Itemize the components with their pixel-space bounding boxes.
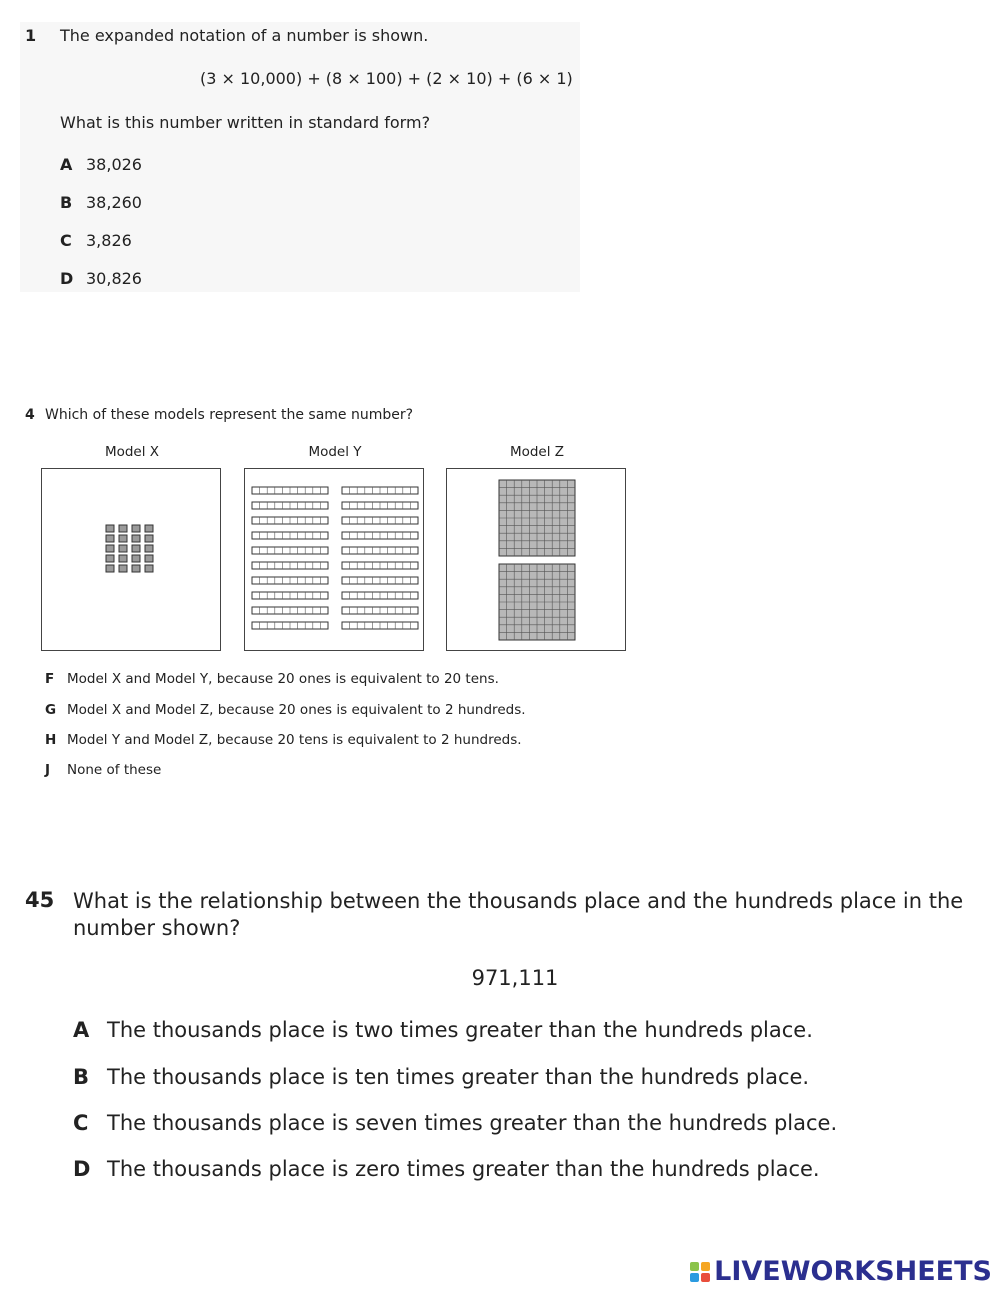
ones-cube [145,565,153,572]
logo-square [690,1262,699,1271]
ones-cube [132,555,140,562]
model-z-label: Model Z [509,444,565,460]
ones-cube [106,535,114,542]
question-4-prompt: Which of these models represent the same number? [45,407,414,423]
option-text: 38,260 [86,193,142,212]
ones-cube [106,525,114,532]
option-text: Model X and Model Y, because 20 ones is equivalent to 20 tens. [67,671,499,687]
ones-cube [132,545,140,552]
model-z-hundreds-flats [447,469,625,650]
ones-cube [119,565,127,572]
question-45-prompt: What is the relationship between the thousands place and the hundreds place in the number shown? [73,889,964,940]
logo-text: LIVEWORKSHEETS [714,1256,992,1287]
ones-cube [119,525,127,532]
option-text: Model Y and Model Z, because 20 tens is equivalent to 2 hundreds. [67,732,522,748]
option-letter: H [45,732,57,748]
logo-square [701,1262,710,1271]
option-text: Model X and Model Z, because 20 ones is equivalent to 2 hundreds. [67,702,526,718]
ones-cube [132,525,140,532]
option-letter: A [73,1018,90,1042]
option-letter: D [60,269,74,288]
option-text: The thousands place is seven times greater than the hundreds place. [107,1111,838,1135]
question-1-prompt: The expanded notation of a number is shown. [60,26,429,45]
ones-cube [145,535,153,542]
option-letter: B [73,1065,90,1089]
question-1-option-d[interactable] [60,269,142,288]
model-y-box [244,468,424,651]
ones-cube [119,545,127,552]
question-45-number-shown: 971,111 [471,966,559,990]
ones-cube [145,545,153,552]
ones-cube [106,565,114,572]
question-45-option-a[interactable] [73,1018,813,1042]
model-x-box [41,468,221,651]
option-letter: B [60,193,73,212]
liveworksheets-logo-icon [690,1262,710,1282]
question-4-option-f[interactable] [45,671,499,687]
option-letter: A [60,155,73,174]
question-1-option-b[interactable] [60,193,142,212]
option-letter: C [60,231,72,250]
question-4-option-h[interactable] [45,732,522,748]
liveworksheets-logo[interactable] [690,1256,992,1287]
question-45-option-d[interactable] [73,1157,820,1181]
ones-cube [119,535,127,542]
option-text: 3,826 [86,231,132,250]
question-45-number: 45 [25,888,55,912]
question-1-option-c[interactable] [60,231,132,250]
ones-cube [119,555,127,562]
option-text: The thousands place is ten times greater than the hundreds place. [107,1065,810,1089]
logo-square [690,1273,699,1282]
option-text: 30,826 [86,269,142,288]
question-4-option-g[interactable] [45,702,526,718]
question-1-question: What is this number written in standard form? [60,113,431,132]
option-letter: G [45,702,57,718]
question-45-option-b[interactable] [73,1065,809,1089]
question-4-option-j[interactable] [45,762,161,778]
model-y-tens-rods [245,469,423,650]
model-x-label: Model X [104,444,160,460]
question-1-expression: (3 × 10,000) + (8 × 100) + (2 × 10) + (6 × 1) [200,69,573,88]
ones-cube [106,545,114,552]
model-z-box [446,468,626,651]
option-letter: J [45,762,51,778]
question-45-option-c[interactable] [73,1111,837,1135]
option-text: 38,026 [86,155,142,174]
option-letter: C [73,1111,89,1135]
option-text: The thousands place is zero times greater than the hundreds place. [107,1157,820,1181]
ones-cube [132,535,140,542]
ones-cube [145,525,153,532]
ones-cube [132,565,140,572]
question-4-number: 4 [25,407,35,423]
model-y-label: Model Y [308,444,362,460]
option-letter: F [45,671,55,687]
option-text: The thousands place is two times greater than the hundreds place. [107,1018,813,1042]
option-letter: D [73,1157,91,1181]
ones-cube [145,555,153,562]
question-1-option-a[interactable] [60,155,142,174]
question-1-number: 1 [25,26,37,45]
model-x-ones-blocks [42,469,220,650]
ones-cube [106,555,114,562]
option-text: None of these [67,762,162,778]
logo-square [701,1273,710,1282]
